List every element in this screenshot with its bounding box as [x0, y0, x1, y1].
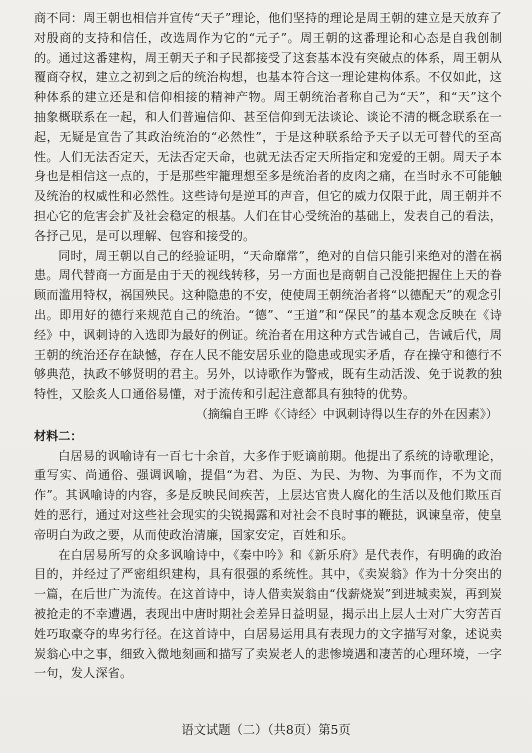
page-footer: 语文试题（二）（共8页）第5页: [181, 723, 351, 738]
material2-paragraph-1: 白居易的讽喻诗有一百七十余首，大多作于贬谪前期。他提出了系统的诗歌理论，重写实、尚通俗、强调讽喻，提倡“为君、为臣、为民、为物、为事而作，不为文而作”。其讽喻诗的内容，多是反映民间疾苦，上层达官贵人腐化的生活以及他们欺压百姓的恶行，通过对这些社会现实的尖锐揭露和对社会不良时事的鞭挞，讽谏皇帝，使皇帝明白为政之要，从而使政治清廉，国家安定，百姓和乐。: [34, 448, 502, 542]
material1-paragraph-2: 同时，周王朝以自己的经验证明，“天命靡常”，绝对的自信只能引来绝对的潜在祸患。周代替商一方面是由于天的视线转移，另一方面也是商朝自己没能把握住上天的眷顾而滥用特权，祸国殃民。这种隐患的不安，使使周王朝统治者将“以德配天”的观念引出。即用好的德行来规范自己的统治。“德”、“王道”和“保民”的基本观念反映在《诗经》中，讽刺诗的入选即为最好的例证。统治者在用这种方式告诫自己，告诫后代，周王朝的统治还存在缺憾，存在人民不能安居乐业的隐患或现实矛盾，存在操守和德行不够典范，执政不够贤明的君主。另外，以诗歌作为警戒，既有生动活泼、免于说教的独特性，又脍炙人口通俗易懂，对于流传和引起注意都具有独特的优势。: [34, 248, 502, 402]
source-citation: （摘编自王晔《〈诗经〉中讽刺诗得以生存的外在因素》）: [195, 406, 498, 421]
material1-body: [34, 9, 502, 405]
material2-body: [34, 447, 502, 685]
material1-paragraph-1: 商不同：周王朝也相信并宣传“天子”理论，他们坚持的理论是周王朝的建立是天放弃了对殷商的支持和信任，改选周作为它的“元子”。周王朝的这番理论和心态是自我创制的。通过这番建构，周王朝天子和子民都接受了这套基本没有突破点的体系，周王朝从覆商夺权，建立之初到之后的统治构想，也基本符合这一理论建构体系。不仅如此，这种体系的建立还是和信仰相接的精神产物。周王朝统治者称自己为“天”，和“天”这个抽象概联系在一起，和人们普遍信仰、甚至信仰到无法谈论、谈论不清的概念联系在一起，无疑是宣告了其政治统治的“必然性”，于是这种联系给予天子以无可替代的至高性。人们无法否定天，无法否定天命，也就无法否定天所指定和宠爱的王朝。周天子本身也是相信这一点的，于是那些牢籠理想至多是统治者的皮肉之痛，在当时永不可能触及统治的权威性和必然性。这些诗句是逆耳的声音，但它的威力仅限于此，周王朝并不担心它的危害会扩及社会稳定的根基。人们在甘心受统治的基础上，发表自己的看法，各抒己见，是可以理解、包容和接受的。: [34, 11, 502, 243]
material2-heading: 材料二：: [34, 428, 83, 443]
material2-paragraph-2: 在白居易所写的众多讽喻诗中，《秦中吟》和《新乐府》是代表作，有明确的政治目的，并经过了严密组织建构，具有很强的系统性。其中，《卖炭翁》作为十分突出的一篇，在后世广为流传。在这首诗中，诗人借卖炭翁由“伐薪烧炭”到进城卖炭，再到炭被抢走的不幸遭遇，表现出中唐时期社会差异日益明显，揭示出上层人士对广大穷苦百姓巧取豪夺的卑劣行径。在这首诗中，白居易运用具有表现力的文字描写对象，述说卖炭翁心中之事，细致入微地刻画和描写了卖炭老人的悲惨境遇和凄苦的心理环境，一字一句，发人深省。: [34, 547, 502, 681]
